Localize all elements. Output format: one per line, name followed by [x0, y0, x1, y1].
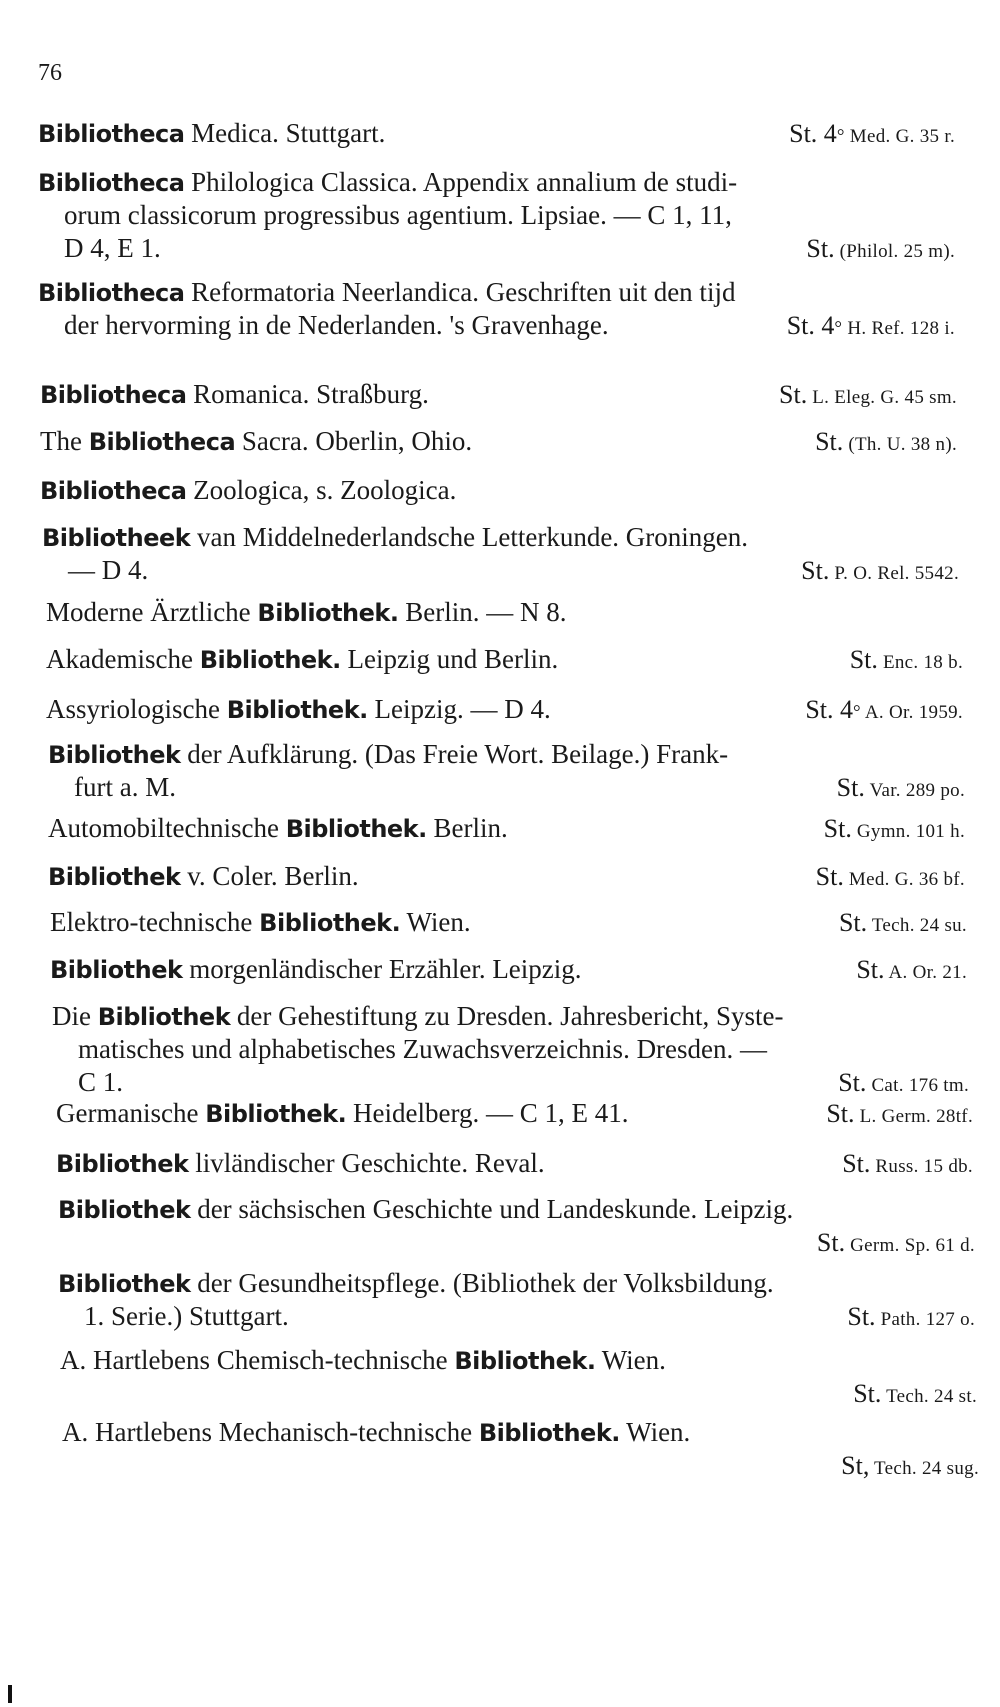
entry-line — [38, 166, 1000, 199]
catalog-entry — [0, 1000, 1000, 1099]
shelf-mark-code: ° A. Or. 1959. — [853, 702, 963, 723]
entry-continuation — [60, 1377, 1000, 1410]
shelf-mark-code: P. O. Rel. 5542. — [829, 563, 959, 584]
entry-continuation — [52, 1066, 1000, 1099]
entry-lead: Akademische — [46, 644, 200, 674]
shelf-mark-prefix: St. — [838, 908, 868, 937]
catalog-entry — [0, 1097, 1000, 1130]
shelf-mark — [805, 693, 963, 729]
entry-lead: Elektro-technische — [50, 907, 260, 937]
entry-text: Medica. Stuttgart. — [184, 118, 386, 148]
entry-lead: A. Hartlebens Chemisch-technische — [60, 1345, 455, 1375]
entry-text: der Aufklärung. (Das Freie Wort. Beilage.) Frank- — [180, 739, 729, 769]
catalog-entry — [0, 693, 1000, 726]
entry-keyword: Bibliothek — [97, 1003, 231, 1031]
entry-line — [40, 425, 1000, 458]
entry-lead: Die — [52, 1001, 98, 1031]
entry-keyword: Bibliothek — [56, 1150, 189, 1178]
entry-keyword: Bibliotheek — [42, 524, 191, 552]
entry-line — [46, 643, 1000, 676]
shelf-mark — [801, 554, 959, 590]
shelf-mark — [815, 425, 957, 461]
catalog-entry — [0, 738, 1000, 804]
entry-line — [58, 1267, 1000, 1300]
entry-keyword: Bibliothek. — [285, 815, 427, 843]
shelf-mark-code: L. Germ. 28tf. — [854, 1106, 973, 1127]
entry-text: livländischer Geschichte. Reval. — [188, 1148, 545, 1178]
entry-keyword: Bibliotheca — [40, 477, 187, 505]
entry-continuation — [42, 554, 1000, 587]
shelf-mark-code: ° Med. G. 35 r. — [836, 126, 955, 147]
shelf-mark-prefix: St. — [823, 814, 852, 843]
entry-keyword: Bibliothek. — [199, 646, 341, 674]
entry-keyword: Bibliothek — [48, 741, 181, 769]
entry-lead: Assyriologische — [46, 694, 227, 724]
shelf-mark-prefix: St. 4 — [786, 311, 835, 340]
catalog-entry — [0, 1147, 1000, 1180]
entry-continuation — [58, 1300, 1000, 1333]
catalog-entry — [0, 117, 1000, 150]
entry-keyword: Bibliotheca — [38, 279, 185, 307]
catalog-entry — [0, 1193, 1000, 1259]
entry-line — [50, 953, 1000, 986]
entry-line — [40, 474, 1000, 507]
shelf-mark — [837, 771, 965, 807]
catalog-entry — [0, 474, 1000, 507]
shelf-mark — [806, 232, 955, 268]
entry-text: der Gehestiftung zu Dresden. Jahresbericht, Syste- — [230, 1001, 784, 1031]
entry-line — [62, 1416, 1000, 1449]
entry-line — [42, 521, 1000, 554]
entry-text: Berlin. — [426, 813, 508, 843]
shelf-mark-prefix: St. — [849, 645, 878, 674]
shelf-mark-prefix: St. — [826, 1099, 855, 1128]
shelf-mark-code: Tech. 24 sug. — [869, 1458, 979, 1479]
entry-lead: The — [40, 426, 89, 456]
shelf-mark — [789, 117, 955, 153]
entry-text: morgenländischer Erzähler. Leipzig. — [182, 954, 582, 984]
entry-keyword: Bibliothek. — [454, 1347, 596, 1375]
shelf-mark-code: Gymn. 101 h. — [851, 821, 965, 842]
catalog-entry — [0, 643, 1000, 676]
shelf-mark-prefix: St. — [779, 380, 808, 409]
shelf-mark — [853, 1377, 977, 1413]
entry-continuation — [58, 1226, 1000, 1259]
shelf-mark-code: Germ. Sp. 61 d. — [845, 1235, 975, 1256]
shelf-mark-prefix: St. — [836, 773, 865, 802]
entry-text: Reformatoria Neerlandica. Geschriften uit den tijd — [184, 277, 736, 307]
catalog-entry — [0, 860, 1000, 893]
entry-line — [46, 596, 1000, 629]
shelf-mark-prefix: St. — [838, 1068, 867, 1097]
entry-continuation-text: — D 4. — [68, 555, 149, 585]
shelf-mark — [779, 378, 957, 414]
shelf-mark-code: (Philol. 25 m). — [834, 241, 955, 262]
catalog-entry — [0, 1344, 1000, 1410]
page-number: 76 — [38, 60, 62, 86]
shelf-mark-code: Var. 289 po. — [864, 780, 965, 801]
catalog-entry — [0, 1267, 1000, 1333]
shelf-mark-prefix: St. 4 — [805, 695, 854, 724]
shelf-mark — [856, 953, 967, 989]
shelf-mark-prefix: St. — [842, 1149, 871, 1178]
catalog-entry — [0, 596, 1000, 629]
entry-line — [56, 1097, 1000, 1130]
shelf-mark-prefix: St. 4 — [789, 119, 837, 148]
shelf-mark — [841, 1449, 979, 1485]
entry-keyword: Bibliothek. — [226, 696, 368, 724]
shelf-mark-prefix: St. — [853, 1379, 882, 1408]
entry-line — [40, 378, 1000, 411]
shelf-mark-code: (Th. U. 38 n). — [843, 434, 957, 455]
catalog-entry — [0, 378, 1000, 411]
entry-line — [50, 906, 1000, 939]
shelf-mark — [816, 860, 965, 896]
entry-continuation-text: der hervorming in de Nederlanden. 's Gravenhage. — [64, 310, 609, 340]
entry-keyword: Bibliothek — [48, 863, 181, 891]
entry-continuation — [38, 309, 1000, 342]
catalog-entry — [0, 521, 1000, 587]
entry-lead: A. Hartlebens Mechanisch-technische — [62, 1417, 479, 1447]
catalog-entry — [0, 812, 1000, 845]
entry-continuation-text: orum classicorum progressibus agentium. Lipsiae. — C 1, 11, — [64, 200, 732, 230]
entry-text: v. Coler. Berlin. — [180, 861, 359, 891]
entry-keyword: Bibliothek — [58, 1270, 191, 1298]
shelf-mark — [839, 906, 967, 942]
shelf-mark-prefix: St. — [816, 1228, 846, 1257]
entry-lead: Germanische — [56, 1098, 206, 1128]
entry-text: Wien. — [595, 1345, 666, 1375]
entry-line — [60, 1344, 1000, 1377]
shelf-mark-code: L. Eleg. G. 45 sm. — [807, 387, 957, 408]
entry-text: Wien. — [400, 907, 471, 937]
catalog-entry — [0, 276, 1000, 342]
entry-continuation-text: matisches und alphabetisches Zuwachsverzeichnis. Dresden. — — [78, 1034, 768, 1064]
entry-text: der Gesundheitspflege. (Bibliothek der Volksbildung. — [190, 1268, 774, 1298]
catalog-entry — [0, 953, 1000, 986]
entry-keyword: Bibliotheca — [88, 428, 236, 456]
entry-text: Leipzig. — D 4. — [367, 694, 551, 724]
entry-continuation-text: D 4, E 1. — [64, 233, 161, 263]
shelf-mark — [842, 1147, 973, 1183]
entry-text: Heidelberg. — C 1, E 41. — [346, 1098, 629, 1128]
shelf-mark-code: Tech. 24 su. — [867, 915, 967, 936]
entry-keyword: Bibliotheca — [38, 169, 185, 197]
entry-text: der sächsischen Geschichte und Landeskunde. Leipzig. — [190, 1194, 794, 1224]
entry-keyword: Bibliotheca — [38, 120, 185, 148]
shelf-mark-code: ° H. Ref. 128 i. — [834, 318, 955, 339]
entry-keyword: Bibliothek. — [478, 1419, 620, 1447]
entry-line — [46, 693, 1000, 726]
entry-continuation — [38, 232, 1000, 265]
entry-keyword: Bibliothek. — [205, 1100, 347, 1128]
entry-text: Zoologica, s. Zoologica. — [186, 475, 457, 505]
catalog-entry — [0, 906, 1000, 939]
entry-continuation-text: furt a. M. — [74, 772, 176, 802]
shelf-mark-prefix: St, — [841, 1451, 870, 1480]
shelf-mark — [817, 1226, 975, 1262]
shelf-mark — [824, 812, 965, 848]
entry-lead: Automobiltechnische — [48, 813, 286, 843]
entry-line — [56, 1147, 1000, 1180]
shelf-mark-code: Tech. 24 st. — [881, 1386, 977, 1407]
entry-continuation — [52, 1033, 1000, 1066]
shelf-mark-prefix: St. — [801, 556, 830, 585]
catalog-entry — [0, 1416, 1000, 1482]
shelf-mark-code: Cat. 176 tm. — [866, 1075, 969, 1096]
entry-text: Berlin. — N 8. — [398, 597, 567, 627]
entry-line — [48, 812, 1000, 845]
entry-continuation — [62, 1449, 1000, 1482]
shelf-mark — [826, 1097, 973, 1133]
shelf-mark — [847, 1300, 975, 1336]
catalog-entry — [0, 425, 1000, 458]
entry-keyword: Bibliothek — [58, 1196, 191, 1224]
entry-line — [52, 1000, 1000, 1033]
entry-text: Philologica Classica. Appendix annalium de studi- — [184, 167, 738, 197]
shelf-mark-prefix: St. — [806, 234, 835, 263]
entry-text: van Middelnederlandsche Letterkunde. Groningen. — [190, 522, 749, 552]
entry-keyword: Bibliotheca — [40, 381, 187, 409]
entry-text: Sacra. Oberlin, Ohio. — [235, 426, 473, 456]
entry-keyword: Bibliothek — [50, 956, 183, 984]
scan-mark — [8, 1685, 12, 1703]
shelf-mark-code: Path. 127 o. — [875, 1309, 975, 1330]
shelf-mark-code: Med. G. 36 bf. — [843, 869, 965, 890]
shelf-mark-prefix: St. — [815, 862, 844, 891]
shelf-mark — [850, 643, 963, 679]
shelf-mark-prefix: St. — [847, 1302, 876, 1331]
shelf-mark-prefix: St. — [815, 427, 844, 456]
entry-line — [48, 860, 1000, 893]
shelf-mark-code: Enc. 18 b. — [877, 652, 963, 673]
shelf-mark-code: Russ. 15 db. — [870, 1156, 973, 1177]
entry-continuation — [48, 771, 1000, 804]
entry-keyword: Bibliothek. — [257, 599, 399, 627]
entry-line — [48, 738, 1000, 771]
entry-continuation-text: 1. Serie.) Stuttgart. — [84, 1301, 289, 1331]
entry-continuation-text: C 1. — [78, 1067, 124, 1097]
entry-line — [38, 117, 1000, 150]
shelf-mark-code: A. Or. 21. — [884, 962, 967, 983]
entry-continuation — [38, 199, 1000, 232]
shelf-mark — [787, 309, 955, 345]
entry-keyword: Bibliothek. — [259, 909, 401, 937]
catalog-entry — [0, 166, 1000, 265]
entry-lead: Moderne Ärztliche — [46, 597, 258, 627]
shelf-mark-prefix: St. — [856, 955, 885, 984]
entry-text: Romanica. Straßburg. — [186, 379, 429, 409]
entry-line — [38, 276, 1000, 309]
entry-text: Wien. — [619, 1417, 691, 1447]
entry-line — [58, 1193, 1000, 1226]
entry-text: Leipzig und Berlin. — [340, 644, 559, 674]
